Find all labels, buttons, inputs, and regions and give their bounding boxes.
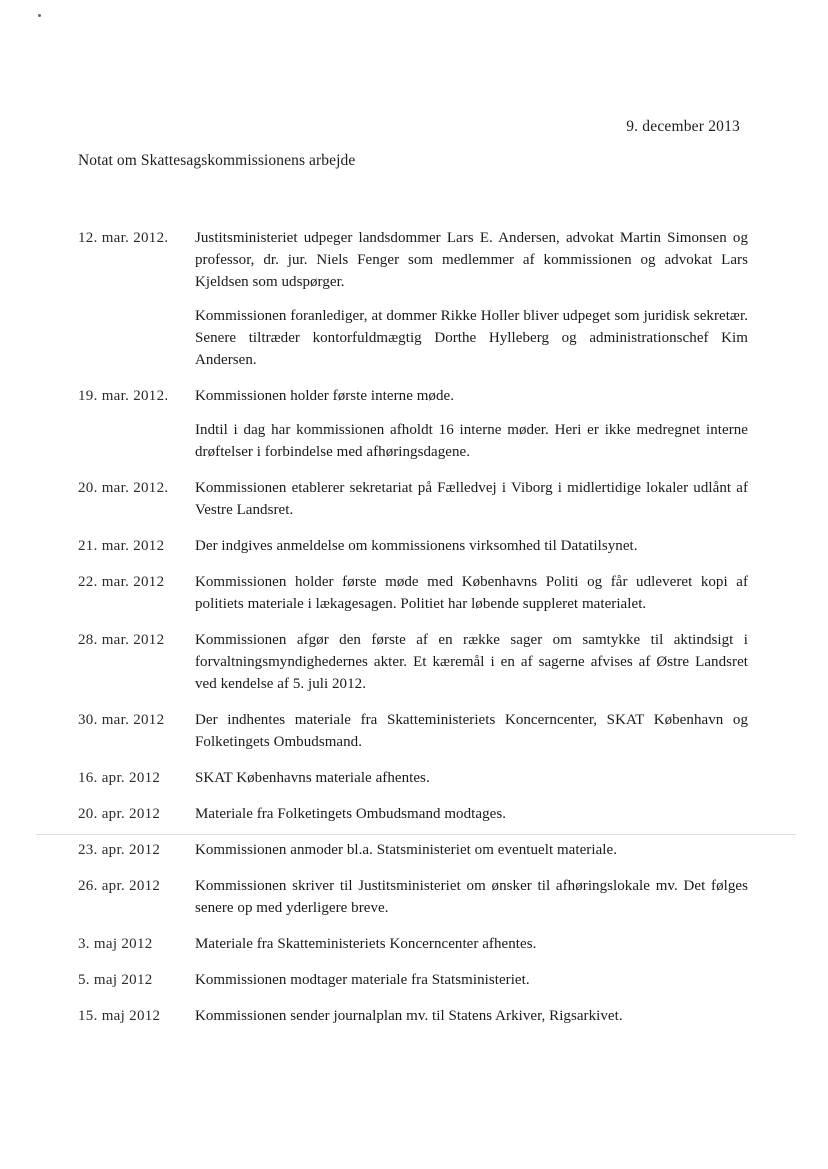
chronology-entry [78, 535, 748, 557]
chronology-entry [78, 839, 748, 861]
chronology-entry [78, 227, 748, 371]
entry-body [195, 1005, 748, 1027]
chronology-entry [78, 803, 748, 825]
chronology-entry [78, 629, 748, 695]
entry-date: 22. mar. 2012 [78, 574, 165, 590]
entry-paragraph: Der indgives anmeldelse om kommissionens virksomhed til Datatilsynet. [195, 538, 638, 554]
entry-paragraph: SKAT Københavns materiale afhentes. [195, 770, 430, 786]
entry-paragraph: Kommissionen anmoder bl.a. Statsministeriet om eventuelt materiale. [195, 842, 618, 858]
chronology-entry [78, 709, 748, 753]
chronology-entry [78, 477, 748, 521]
chronology-entry [78, 571, 748, 615]
chronology-entry [78, 933, 748, 955]
entry-date: 3. maj 2012 [78, 936, 153, 952]
entry-date: 21. mar. 2012 [78, 538, 165, 554]
document-title: Notat om Skattesagskommissionens arbejde [78, 152, 356, 169]
scan-speck [38, 14, 41, 17]
entry-body [195, 227, 748, 371]
entry-body [195, 535, 748, 557]
entry-paragraph: Kommissionen holder første møde med Københavns Politi og får udleveret kopi af politiets materiale i lækagesagen. Politiet har løbende suppleret materialet. [195, 574, 748, 612]
entry-paragraph: Kommissionen skriver til Justitsministeriet om ønsker til afhøringslokale mv. Det følges senere op med yderligere breve. [195, 878, 748, 916]
entry-date: 20. mar. 2012. [78, 480, 169, 496]
chronology-entry [78, 385, 748, 463]
entry-body [195, 477, 748, 521]
entry-date: 19. mar. 2012. [78, 388, 169, 404]
entry-body [195, 969, 748, 991]
chronology-entry [78, 767, 748, 789]
entry-body [195, 767, 748, 789]
entry-body [195, 385, 748, 463]
entry-paragraph: Kommissionen holder første interne møde. [195, 388, 455, 404]
chronology-entry [78, 1005, 748, 1027]
entry-date: 5. maj 2012 [78, 972, 153, 988]
chronology-entry [78, 875, 748, 919]
entry-date: 16. apr. 2012 [78, 770, 161, 786]
entry-paragraph: Kommissionen sender journalplan mv. til Statens Arkiver, Rigsarkivet. [195, 1008, 623, 1024]
entry-date: 23. apr. 2012 [78, 842, 161, 858]
entry-paragraph: Indtil i dag har kommissionen afholdt 16 interne møder. Heri er ikke medregnet interne drøftelser i forbindelse med afhøringsdagene. [195, 422, 748, 460]
entry-date: 30. mar. 2012 [78, 712, 165, 728]
entry-body [195, 839, 748, 861]
entry-paragraph: Kommissionen modtager materiale fra Statsministeriet. [195, 972, 530, 988]
entry-date: 12. mar. 2012. [78, 230, 169, 246]
entry-paragraph: Kommissionen afgør den første af en række sager om samtykke til aktindsigt i forvaltningsmyndighedernes akter. Et kæremål i en af sagerne afvises af Østre Landsret ved kendelse af 5. juli 2012. [195, 632, 748, 692]
entry-date: 28. mar. 2012 [78, 632, 165, 648]
entry-body [195, 803, 748, 825]
entry-body [195, 629, 748, 695]
entry-paragraph: Materiale fra Folketingets Ombudsmand modtages. [195, 806, 507, 822]
entry-date: 26. apr. 2012 [78, 878, 161, 894]
entry-date: 20. apr. 2012 [78, 806, 161, 822]
entry-paragraph: Justitsministeriet udpeger landsdommer Lars E. Andersen, advokat Martin Simonsen og professor, dr. jur. Niels Fenger som medlemmer af kommissionen og advokat Lars Kjeldsen som udspørger. [195, 230, 748, 290]
entry-paragraph: Der indhentes materiale fra Skatteministeriets Koncerncenter, SKAT København og Folketingets Ombudsmand. [195, 712, 748, 750]
entry-paragraph: Materiale fra Skatteministeriets Koncerncenter afhentes. [195, 936, 537, 952]
document-date: 9. december 2013 [626, 118, 740, 135]
entry-paragraph: Kommissionen foranlediger, at dommer Rikke Holler bliver udpeget som juridisk sekretær. Senere tiltræder kontorfuldmægtig Dorthe Hylleberg og administrationschef Kim Andersen. [195, 308, 748, 368]
entry-body [195, 875, 748, 919]
entry-date: 15. maj 2012 [78, 1008, 161, 1024]
entry-body [195, 933, 748, 955]
chronology-list [78, 227, 748, 1041]
entry-body [195, 571, 748, 615]
chronology-entry [78, 969, 748, 991]
entry-body [195, 709, 748, 753]
entry-paragraph: Kommissionen etablerer sekretariat på Fælledvej i Viborg i midlertidige lokaler udlånt af Vestre Landsret. [195, 480, 748, 518]
